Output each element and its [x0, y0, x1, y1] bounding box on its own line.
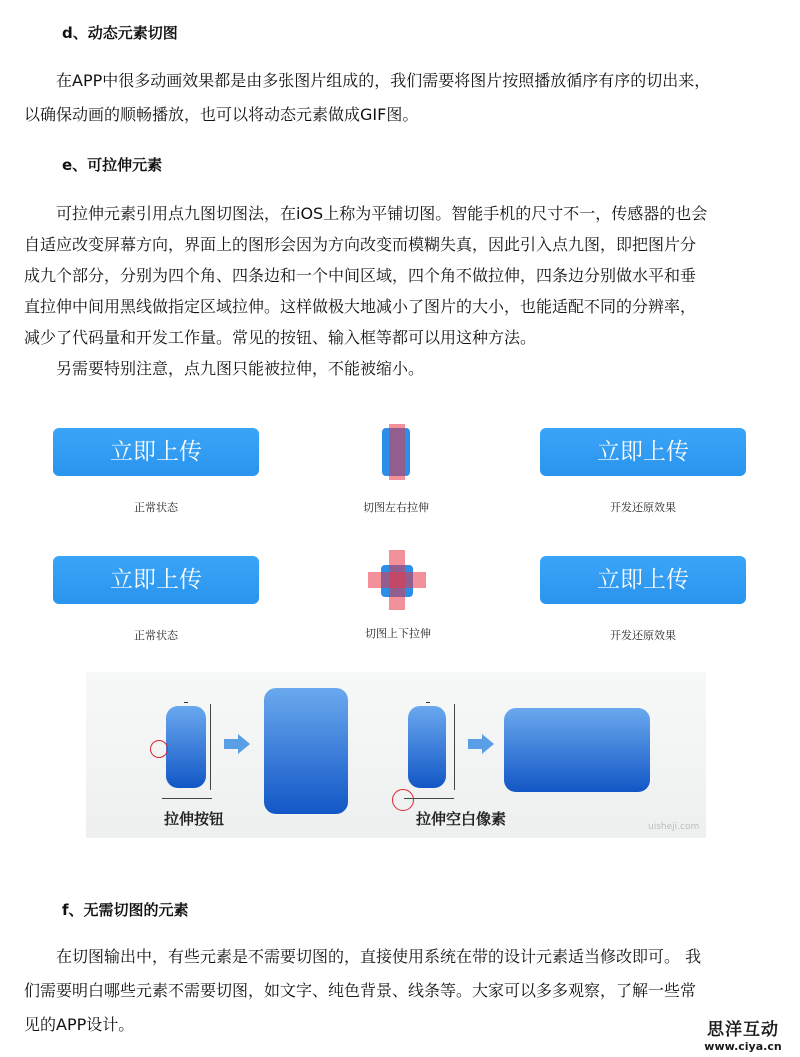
caption-normal-2: 正常状态: [134, 629, 178, 642]
section-e-paragraph: [24, 198, 784, 384]
section-f-title: f、无需切图的元素: [62, 901, 189, 919]
blank-pixel-slice: [408, 706, 446, 788]
caption-restored-1: 开发还原效果: [610, 501, 676, 514]
nine-patch-illustration: [86, 672, 706, 838]
section-f-paragraph: [24, 940, 784, 1042]
caption-vertical-slice: 切图上下拉伸: [365, 627, 431, 640]
caption-horizontal-slice: 切图左右拉伸: [363, 501, 429, 514]
section-e-line-3: 成九个部分，分别为四个角、四条边和一个中间区域，四个角不做拉伸，四条边分别做水平和垂: [24, 266, 697, 285]
label-stretch-button: 拉伸按钮: [164, 810, 225, 828]
section-f-line-3: 见的APP设计。: [24, 1015, 135, 1034]
section-d-line-2: 以确保动画的顺畅播放，也可以将动态元素做成GIF图。: [24, 105, 419, 124]
section-e-note: 另需要特别注意，点九图只能被拉伸，不能被缩小。: [56, 359, 425, 378]
blank-pixel-marker-circle: [392, 789, 414, 811]
caption-restored-2: 开发还原效果: [610, 629, 676, 642]
section-e-line-1: 可拉伸元素引用点九图切图法，在iOS上称为平铺切图。智能手机的尺寸不一，传感器的也会: [56, 204, 708, 223]
site-logo-name: 思洋互动: [707, 1020, 779, 1040]
stretched-button-result: [264, 688, 348, 814]
upload-button-restored-1[interactable]: 立即上传: [540, 428, 746, 476]
watermark-text: uisheji.com: [648, 822, 700, 832]
section-f-line-2: 们需要明白哪些元素不需要切图，如文字、纯色背景、线条等。大家可以多多观察，了解一些常: [24, 981, 697, 1000]
site-logo: [690, 1015, 796, 1053]
site-logo-url: www.ciya.cn: [704, 1040, 782, 1053]
upload-button-restored-2[interactable]: 立即上传: [540, 556, 746, 604]
section-d-title: d、动态元素切图: [62, 24, 178, 42]
section-e-line-2: 自适应改变屏幕方向，界面上的图形会因为方向改变而模糊失真，因此引入点九图，即把图片分: [24, 235, 697, 254]
label-stretch-blank-pixel: 拉伸空白像素: [416, 810, 507, 828]
arrow-right-icon: [482, 734, 494, 754]
upload-button-normal-2[interactable]: 立即上传: [53, 556, 259, 604]
section-f-line-1: 在切图输出中，有些元素是不需要切图的，直接使用系统在带的设计元素适当修改即可。 我: [56, 947, 702, 966]
upload-button-normal-1[interactable]: 立即上传: [53, 428, 259, 476]
caption-normal-1: 正常状态: [134, 501, 178, 514]
stretch-marker-circle: [150, 740, 168, 758]
section-d-paragraph: [24, 66, 784, 130]
section-e-title: e、可拉伸元素: [62, 156, 163, 174]
section-e-line-4: 直拉伸中间用黑线做指定区域拉伸。这样做极大地减小了图片的大小，也能适配不同的分辨率，: [24, 297, 697, 316]
stretch-button-slice: [166, 706, 206, 788]
stretched-blank-result: [504, 708, 650, 792]
arrow-right-icon: [238, 734, 250, 754]
section-e-line-5: 减少了代码量和开发工作量。常见的按钮、输入框等都可以用这种方法。: [24, 328, 537, 347]
section-d-line-1: 在APP中很多动画效果都是由多张图片组成的，我们需要将图片按照播放循序有序的切出来，: [56, 71, 711, 90]
